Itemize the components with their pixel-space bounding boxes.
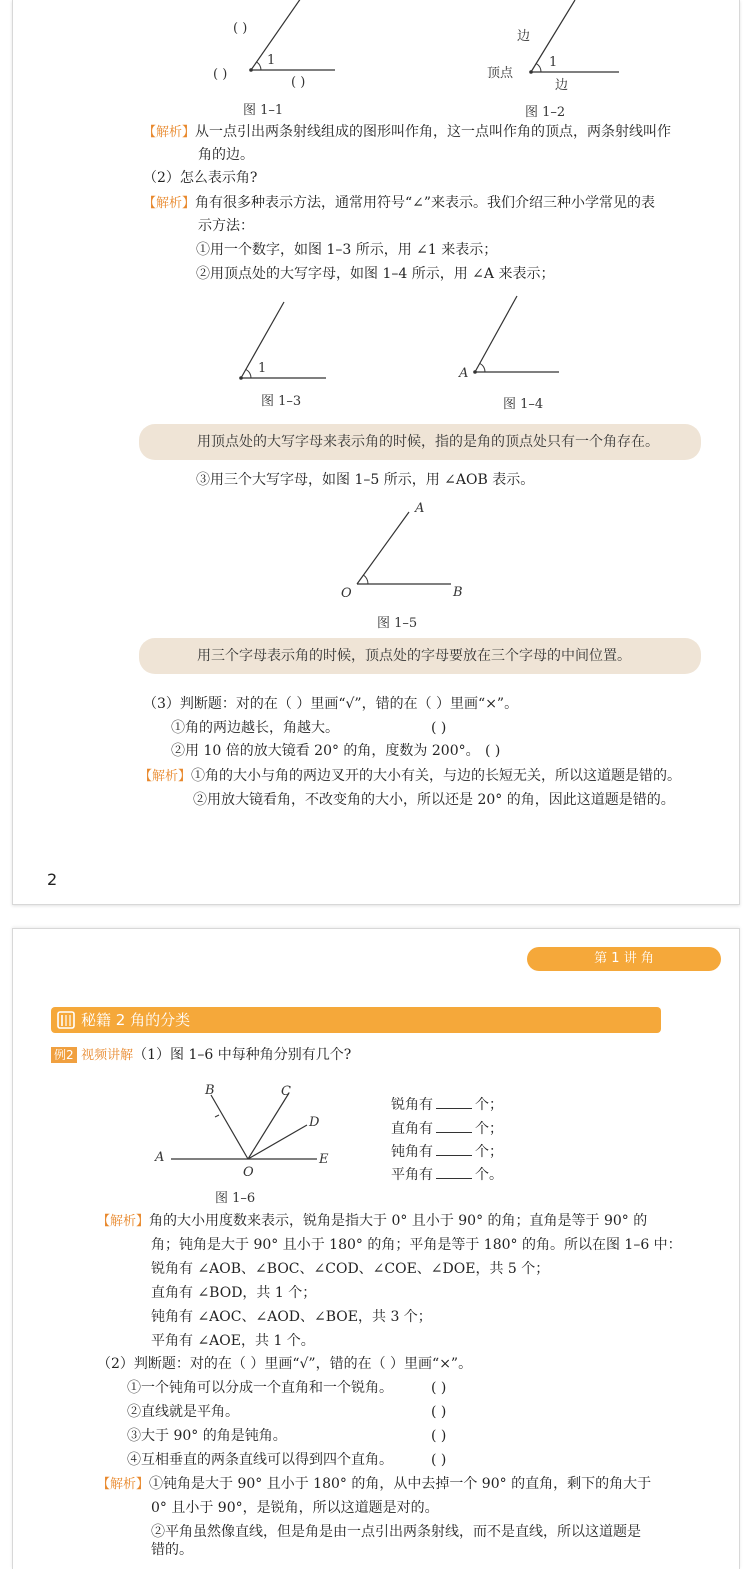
chapter-title: 第 1 讲 角 bbox=[594, 951, 654, 966]
page-number: 2 bbox=[47, 870, 58, 889]
fig1-3-vertex bbox=[239, 376, 243, 380]
fig1-3-caption: 图 1–3 bbox=[261, 394, 302, 409]
note-1-text: 用顶点处的大写字母来表示角的时候，指的是角的顶点处只有一个角存在。 bbox=[197, 434, 659, 450]
question-2: （2）怎么表示角? bbox=[143, 170, 258, 186]
fig1-6-label-e: E bbox=[319, 1152, 329, 1167]
figure-1-4 bbox=[453, 292, 583, 384]
count-right-blank[interactable] bbox=[436, 1120, 472, 1133]
p2-question-2-title: （2）判断题：对的在（ ）里画“√”，错的在（ ）里画“×”。 bbox=[97, 1356, 473, 1372]
count-straight-blank[interactable] bbox=[436, 1166, 472, 1179]
fig1-6-caption: 图 1–6 bbox=[215, 1191, 256, 1206]
fig1-1-paren-top: ( ) bbox=[233, 21, 248, 36]
fig1-6-label-d: D bbox=[309, 1115, 320, 1130]
fig1-6-ray-ob bbox=[211, 1095, 248, 1159]
q3-item-1: ①角的两边越长，角越大。 bbox=[171, 720, 339, 736]
p2-q2-item-4-answer: ( ) bbox=[431, 1452, 447, 1468]
analysis-tag: 【解析】 bbox=[97, 1214, 150, 1229]
p2-q2-item-3: ③大于 90° 的角是钝角。 bbox=[127, 1428, 287, 1444]
count-unit: 个； bbox=[475, 1144, 503, 1160]
method-item-2: ②用顶点处的大写字母，如图 1–4 所示，用 ∠A 来表示； bbox=[196, 266, 555, 282]
fig1-6-ray-od bbox=[248, 1125, 307, 1159]
count-straight-label: 平角有 bbox=[391, 1167, 433, 1183]
fig1-6-label-b: B bbox=[205, 1083, 215, 1098]
fig1-5-caption: 图 1–5 bbox=[377, 616, 418, 631]
count-straight bbox=[391, 1165, 503, 1185]
chapter-header bbox=[527, 947, 721, 971]
p2-analysis-2-line2: 0° 且小于 90°，是锐角，所以这道题是对的。 bbox=[151, 1500, 439, 1516]
fig1-6-ray-oc bbox=[248, 1093, 289, 1159]
fig1-4-ray-up bbox=[475, 296, 517, 372]
example-header bbox=[51, 1045, 351, 1066]
p2-analysis-1-line5: 钝角有 ∠AOC、∠AOD、∠BOE，共 3 个； bbox=[151, 1309, 432, 1325]
p2-analysis-2-line1: ①钝角是大于 90° 且小于 180° 的角，从中去掉一个 90° 的直角，剩下的角大于 bbox=[149, 1476, 652, 1492]
fig1-2-side-top: 边 bbox=[517, 29, 531, 44]
count-obtuse-label: 钝角有 bbox=[391, 1144, 433, 1160]
analysis-tag: 【解析】 bbox=[139, 769, 192, 784]
fig1-2-vertex-dot bbox=[529, 70, 533, 74]
fig1-4-arc bbox=[480, 364, 485, 373]
fig1-6-right-angle-mark bbox=[215, 1115, 219, 1117]
fig1-1-angle-num: 1 bbox=[267, 53, 276, 68]
analysis-3 bbox=[139, 766, 681, 787]
book-icon bbox=[57, 1011, 75, 1029]
figure-1-3 bbox=[228, 298, 358, 386]
analysis-2 bbox=[143, 193, 655, 214]
p2-q2-item-4: ④互相垂直的两条直线可以得到四个直角。 bbox=[127, 1452, 393, 1468]
fig1-2-vertex-label: 顶点 bbox=[487, 66, 514, 81]
p2-q2-item-2: ②直线就是平角。 bbox=[127, 1404, 239, 1420]
video-lecture-link[interactable]: 视频讲解 bbox=[81, 1048, 134, 1063]
method-item-1: ①用一个数字，如图 1–3 所示，用 ∠1 来表示； bbox=[196, 242, 498, 258]
fig1-5-label-o: O bbox=[341, 586, 352, 601]
q3-item-2: ②用 10 倍的放大镜看 20° 的角，度数为 200°。 bbox=[171, 743, 480, 759]
count-obtuse-blank[interactable] bbox=[436, 1143, 472, 1156]
p2-analysis-1-line4: 直角有 ∠BOD，共 1 个； bbox=[151, 1285, 317, 1301]
analysis-1-line2: 角的边。 bbox=[198, 147, 254, 163]
method-item-3: ③用三个大写字母，如图 1–5 所示，用 ∠AOB 表示。 bbox=[196, 472, 535, 488]
note-box-1 bbox=[139, 424, 701, 460]
figure-1-5 bbox=[333, 498, 483, 608]
analysis-2-line1: 角有很多种表示方法，通常用符号“∠”来表示。我们介绍三种小学常见的表 bbox=[195, 195, 656, 211]
fig1-6-label-a: A bbox=[155, 1150, 165, 1165]
p2-analysis-1-line2: 角；钝角是大于 90° 且小于 180° 的角；平角是等于 180° 的角。所以在图 1–6 中： bbox=[151, 1237, 682, 1253]
count-unit: 个； bbox=[475, 1121, 503, 1137]
p2-analysis-1-line1: 角的大小用度数来表示，锐角是指大于 0° 且小于 90° 的角；直角是等于 90° 的 bbox=[149, 1213, 648, 1229]
fig1-5-ray-oa bbox=[357, 512, 409, 584]
p2-q2-item-3-answer: ( ) bbox=[431, 1428, 447, 1444]
fig1-4-label-a: A bbox=[459, 366, 469, 381]
p2-q2-item-1-answer: ( ) bbox=[431, 1380, 447, 1396]
p2-analysis-2-line3: ②平角虽然像直线，但是角是由一点引出两条射线，而不是直线，所以这道题是 bbox=[151, 1524, 641, 1540]
p2-analysis-1-line6: 平角有 ∠AOE，共 1 个。 bbox=[151, 1333, 315, 1349]
analysis-tag: 【解析】 bbox=[143, 125, 196, 140]
fig1-1-ray-up bbox=[251, 0, 301, 70]
example-question: （1）图 1–6 中每种角分别有几个? bbox=[133, 1047, 352, 1063]
fig1-2-side-bottom: 边 bbox=[555, 78, 569, 93]
count-unit: 个； bbox=[475, 1097, 503, 1113]
fig1-6-label-c: C bbox=[281, 1084, 291, 1099]
page-1 bbox=[12, 0, 740, 905]
fig1-1-caption: 图 1–1 bbox=[243, 103, 284, 118]
page-2 bbox=[12, 928, 740, 1569]
example-badge: 例2 bbox=[51, 1047, 77, 1063]
fig1-2-arc bbox=[536, 64, 541, 73]
fig1-4-vertex bbox=[473, 370, 477, 374]
analysis-3-line2: ②用放大镜看角，不改变角的大小，所以还是 20° 的角，因此这道题是错的。 bbox=[193, 792, 675, 808]
count-acute-blank[interactable] bbox=[436, 1096, 472, 1109]
fig1-1-paren-bottom: ( ) bbox=[291, 75, 306, 90]
fig1-6-label-o: O bbox=[243, 1165, 254, 1179]
fig1-1-paren-left: ( ) bbox=[213, 67, 228, 82]
note-2-text: 用三个字母表示角的时候，顶点处的字母要放在三个字母的中间位置。 bbox=[197, 648, 631, 664]
p2-analysis-1 bbox=[97, 1211, 647, 1232]
fig1-5-arc bbox=[363, 575, 368, 584]
figure-1-2 bbox=[483, 0, 653, 100]
figure-1-6 bbox=[151, 1079, 351, 1179]
count-obtuse bbox=[391, 1142, 503, 1162]
fig1-1-arc bbox=[257, 62, 261, 70]
q3-item-2-answer: ( ) bbox=[485, 743, 501, 759]
count-unit-last: 个。 bbox=[475, 1167, 503, 1183]
analysis-2-line2: 示方法： bbox=[198, 218, 254, 234]
p2-analysis-2-line4: 错的。 bbox=[151, 1542, 193, 1558]
analysis-tag: 【解析】 bbox=[97, 1477, 150, 1492]
section-title: 秘籍 2 角的分类 bbox=[81, 1011, 191, 1029]
p2-analysis-2 bbox=[97, 1474, 651, 1495]
fig1-5-label-b: B bbox=[453, 585, 463, 600]
p2-analysis-1-line3: 锐角有 ∠AOB、∠BOC、∠COD、∠COE、∠DOE，共 5 个； bbox=[151, 1261, 550, 1277]
figure-1-1 bbox=[193, 0, 373, 100]
fig1-1-vertex bbox=[249, 68, 253, 72]
note-box-2 bbox=[139, 638, 701, 674]
fig1-2-caption: 图 1–2 bbox=[525, 105, 566, 120]
q3-item-1-answer: ( ) bbox=[431, 720, 447, 736]
p2-q2-item-1: ①一个钝角可以分成一个直角和一个锐角。 bbox=[127, 1380, 393, 1396]
section-bar bbox=[51, 1007, 661, 1033]
fig1-5-label-a: A bbox=[415, 501, 425, 516]
question-3-title: （3）判断题：对的在（ ）里画“√”，错的在（ ）里画“×”。 bbox=[143, 696, 519, 712]
fig1-3-arc bbox=[246, 370, 251, 379]
analysis-1 bbox=[143, 122, 671, 143]
p2-q2-item-2-answer: ( ) bbox=[431, 1404, 447, 1420]
count-acute bbox=[391, 1095, 503, 1115]
fig1-2-angle-num: 1 bbox=[549, 55, 558, 70]
fig1-4-caption: 图 1–4 bbox=[503, 397, 544, 412]
count-acute-label: 锐角有 bbox=[391, 1097, 433, 1113]
count-right-label: 直角有 bbox=[391, 1121, 433, 1137]
analysis-3-line1: ①角的大小与角的两边叉开的大小有关，与边的长短无关，所以这道题是错的。 bbox=[191, 768, 682, 784]
analysis-1-line1: 从一点引出两条射线组成的图形叫作角，这一点叫作角的顶点，两条射线叫作 bbox=[195, 124, 672, 140]
count-right bbox=[391, 1119, 503, 1139]
analysis-tag: 【解析】 bbox=[143, 196, 196, 211]
fig1-3-angle-num: 1 bbox=[258, 361, 267, 376]
